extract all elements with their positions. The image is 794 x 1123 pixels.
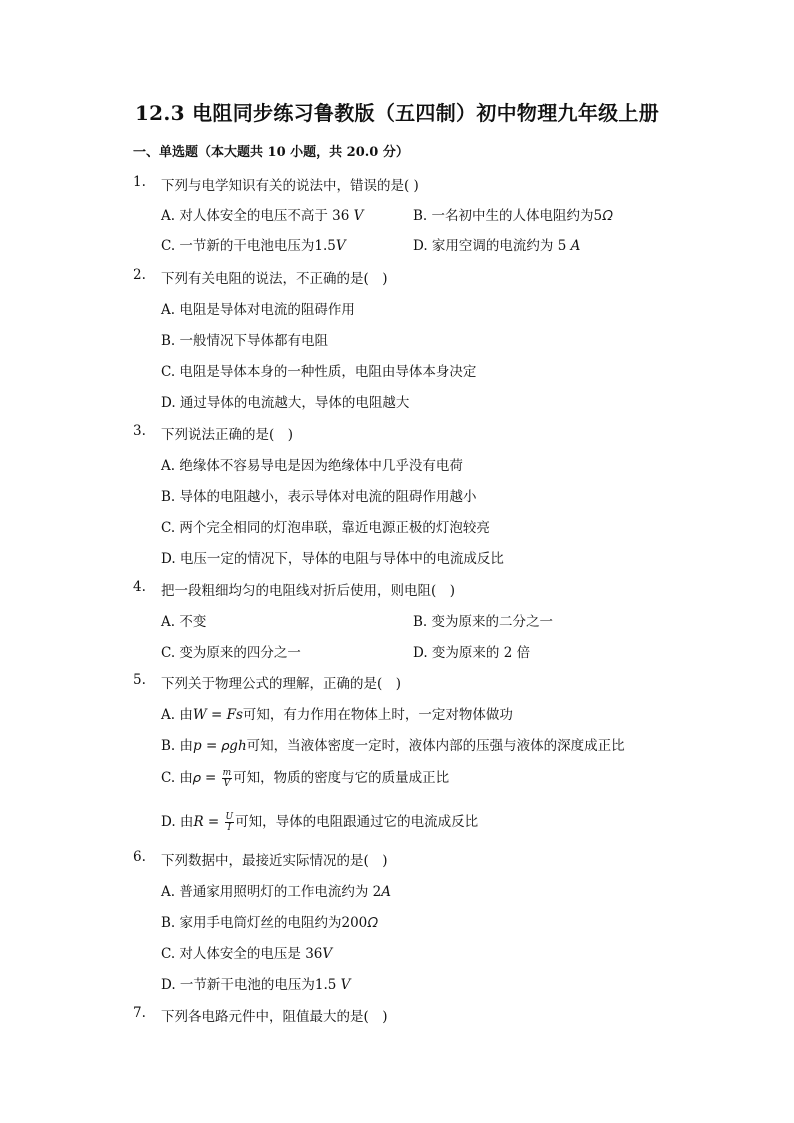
page-title: 12.3 电阻同步练习鲁教版（五四制）初中物理九年级上册 <box>134 101 660 125</box>
question-stem: 下列有关电阻的说法，不正确的是( ) <box>161 271 388 287</box>
option-c: C. 电阻是导体本身的一种性质，电阻由导体本身决定 <box>161 364 477 380</box>
option-c: C. 两个完全相同的灯泡串联，靠近电源正极的灯泡较亮 <box>161 520 490 536</box>
question-number: 5. <box>133 672 146 688</box>
fraction-numerator: m <box>222 768 232 778</box>
option-a: A. 绝缘体不容易导电是因为绝缘体中几乎没有电荷 <box>161 458 463 474</box>
question-number: 2. <box>133 267 146 283</box>
question-stem: 下列与电学知识有关的说法中，错误的是( ) <box>161 178 419 194</box>
option-b: B. 一般情况下导体都有电阻 <box>161 333 329 349</box>
question-number: 6. <box>133 849 146 865</box>
option-text: 可知，当液体密度一定时，液体内部的压强与液体的深度成正比 <box>246 738 625 754</box>
option-prefix: A. 由 <box>161 707 193 723</box>
option-d: D. 家用空调的电流约为 5 𝐴 <box>413 238 581 254</box>
option-prefix: D. 由 <box>161 814 194 830</box>
option-a: A. 普通家用照明灯的工作电流约为 2𝐴 <box>161 884 391 900</box>
fraction <box>222 768 233 789</box>
option-a <box>161 703 513 723</box>
formula-lhs: 𝑅 = <box>193 814 224 830</box>
option-d <box>161 810 478 833</box>
question-stem: 下列各电路元件中，阻值最大的是( ) <box>161 1009 388 1025</box>
question-number: 4. <box>133 579 146 595</box>
formula: 𝑝 = 𝜌𝑔ℎ <box>193 738 247 754</box>
formula: 𝑊 = 𝐹𝑠 <box>192 707 243 723</box>
question-stem: 下列说法正确的是( ) <box>161 427 294 443</box>
question-number: 7. <box>133 1005 146 1021</box>
option-a: A. 对人体安全的电压不高于 36 𝑉 <box>161 208 364 224</box>
option-d: D. 一节新干电池的电压为1.5 𝑉 <box>161 977 351 993</box>
section-heading: 一、单选题（本大题共 10 小题，共 20.0 分） <box>133 145 409 160</box>
option-b: B. 一名初中生的人体电阻约为5𝛺 <box>413 208 613 224</box>
question-number: 3. <box>133 423 146 439</box>
question-stem: 下列数据中，最接近实际情况的是( ) <box>161 853 388 869</box>
fraction-denominator: V <box>223 779 231 789</box>
fraction-numerator: U <box>225 812 234 822</box>
option-prefix: B. 由 <box>161 738 194 754</box>
option-c <box>161 766 449 789</box>
option-a: A. 不变 <box>161 614 207 630</box>
option-b: B. 家用手电筒灯丝的电阻约为200𝛺 <box>161 915 378 931</box>
option-prefix: C. 由 <box>161 770 193 786</box>
option-text: 可知，有力作用在物体上时，一定对物体做功 <box>242 707 513 723</box>
option-c: C. 一节新的干电池电压为1.5𝑉 <box>161 238 346 254</box>
question-stem: 下列关于物理公式的理解，正确的是( ) <box>161 676 402 692</box>
formula-lhs: 𝜌 = <box>192 770 221 786</box>
fraction <box>225 812 235 833</box>
option-text: 可知，导体的电阻跟通过它的电流成反比 <box>235 814 479 830</box>
fraction-denominator: I <box>227 823 232 833</box>
option-text: 可知，物质的密度与它的质量成正比 <box>233 770 450 786</box>
question-number: 1. <box>133 174 146 190</box>
option-c: C. 对人体安全的电压是 36𝑉 <box>161 946 333 962</box>
option-d: D. 电压一定的情况下，导体的电阻与导体中的电流成反比 <box>161 551 504 567</box>
option-d: D. 通过导体的电流越大，导体的电阻越大 <box>161 395 410 411</box>
option-c: C. 变为原来的四分之一 <box>161 645 301 661</box>
option-d: D. 变为原来的 2 倍 <box>413 645 531 661</box>
option-b <box>161 734 625 754</box>
question-stem: 把一段粗细均匀的电阻线对折后使用，则电阻( ) <box>161 583 456 599</box>
option-b: B. 变为原来的二分之一 <box>413 614 554 630</box>
option-b: B. 导体的电阻越小，表示导体对电流的阻碍作用越小 <box>161 489 477 505</box>
option-a: A. 电阻是导体对电流的阻碍作用 <box>161 302 355 318</box>
